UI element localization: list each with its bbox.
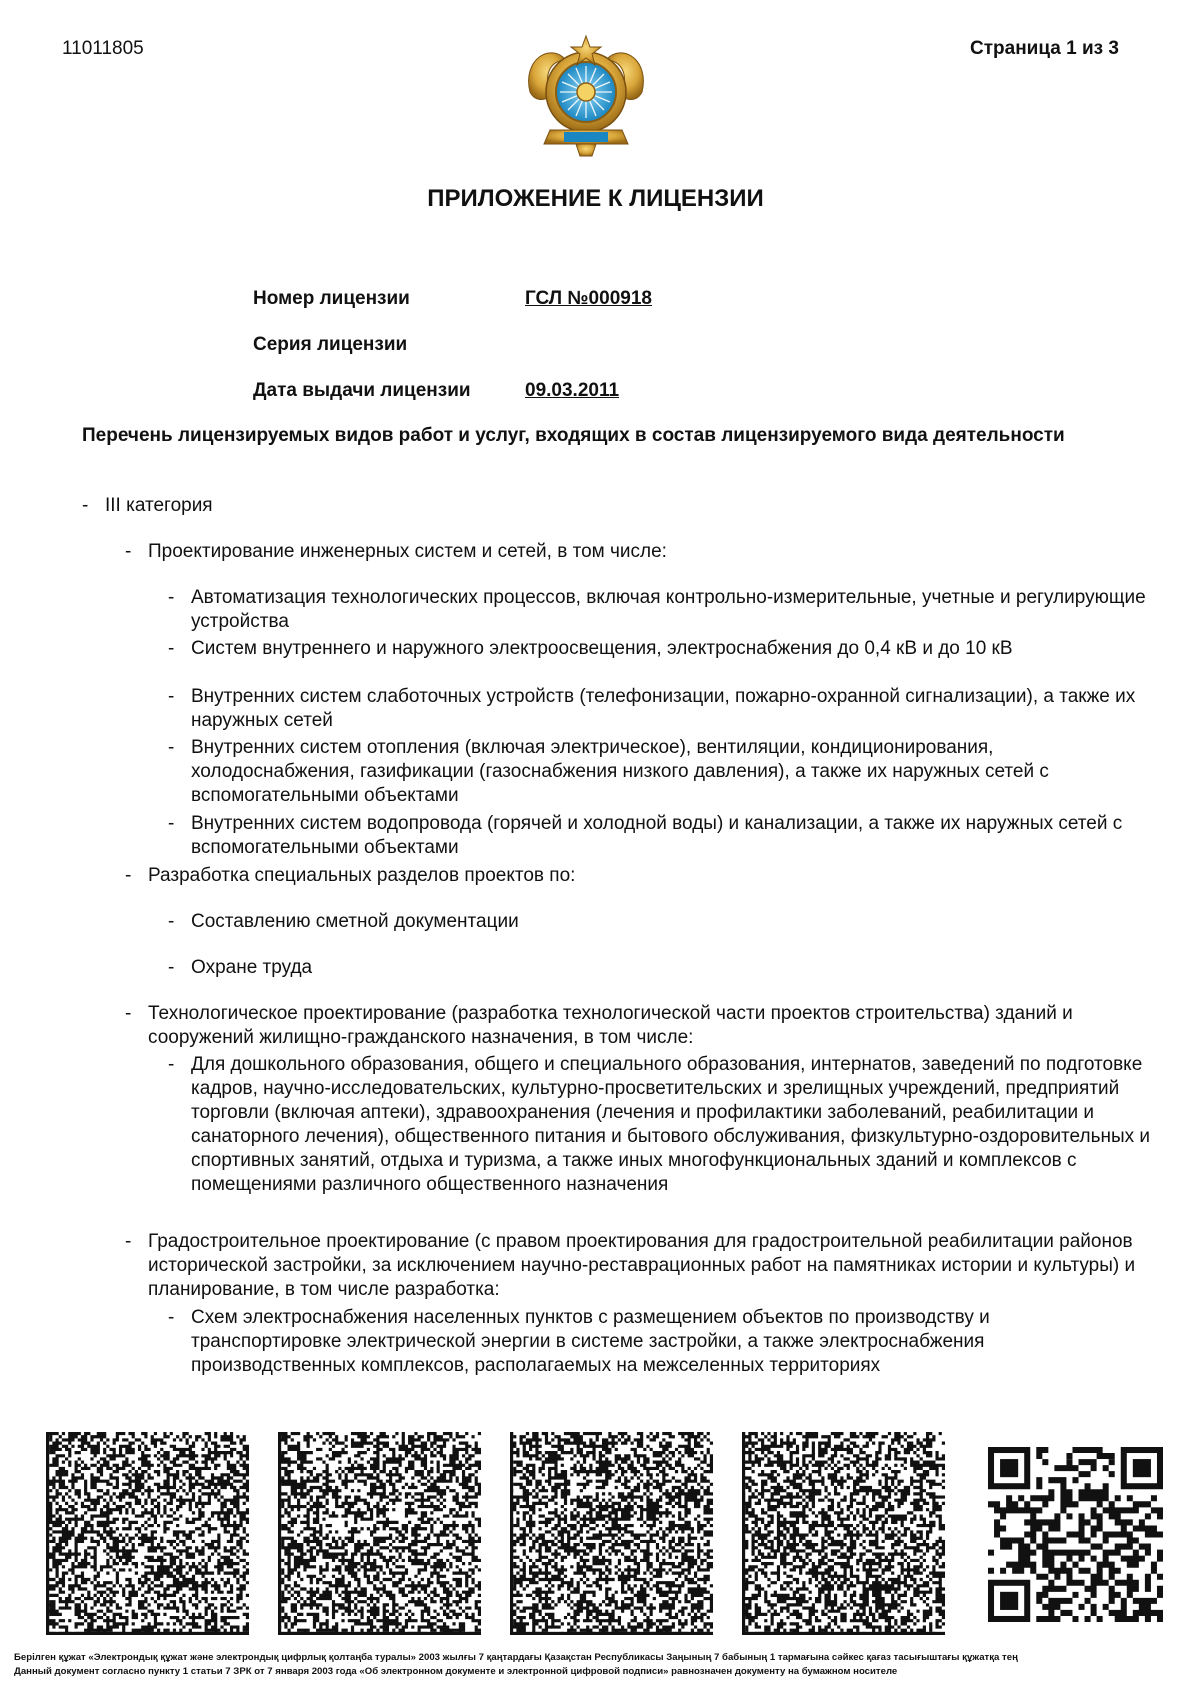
list-item-text: Проектирование инженерных систем и сетей, в том числе: [148,541,667,562]
license-series-label: Серия лицензии [253,334,408,355]
license-date-value: 09.03.2011 [525,380,620,401]
list-dash: - [168,957,175,978]
list-item-engineering-systems [125,540,1145,564]
list-item-labor-protection [168,956,1153,980]
list-dash: - [125,1003,132,1024]
list-item-low-current-systems [168,685,1153,733]
list-dash: - [168,1307,175,1328]
list-item-automation [168,586,1153,634]
list-dash: - [168,587,175,608]
license-date-label: Дата выдачи лицензии [253,380,471,401]
list-dash: - [168,911,175,932]
legal-footer-ru: Данный документ согласно пункту 1 статьи 7 ЗРК от 7 января 2003 года «Об электронном документе и электронной цифровой подписи» равнозначен документу на бумажном носителе [14,1666,898,1677]
qr-code-icon [988,1447,1163,1622]
list-item-heating-ventilation [168,736,1153,808]
list-item-estimates [168,910,1153,934]
list-item-text: Внутренних систем водопровода (горячей и холодной воды) и канализации, а также их наружных сетей с вспомогательными объектами [191,813,1123,858]
datamatrix-code-icon [278,1432,481,1635]
list-dash: - [125,1231,132,1252]
list-heading: Перечень лицензируемых видов работ и услуг, входящих в состав лицензируемого вида деятельности [82,425,1065,446]
kazakhstan-state-emblem-icon [520,30,652,160]
list-item-special-sections [125,864,1145,888]
list-dash: - [168,813,175,834]
document-number: 11011805 [62,38,144,59]
list-item-text: Разработка специальных разделов проектов по: [148,865,576,886]
list-dash: - [125,865,132,886]
list-dash: - [82,495,89,516]
list-item-text: Охране труда [191,957,313,978]
list-dash: - [168,1054,175,1075]
list-dash: - [125,541,132,562]
list-item-electric-lighting [168,637,1153,661]
datamatrix-code-icon [742,1432,945,1635]
list-item-public-buildings [168,1053,1153,1197]
list-item-text: Систем внутреннего и наружного электроосвещения, электроснабжения до 0,4 кВ и до 10 кВ [191,638,1013,659]
list-item-power-supply-schemes [168,1306,1153,1378]
list-dash: - [168,737,175,758]
list-item-text: Внутренних систем отопления (включая электрическое), вентиляции, кондиционирования, холодоснабжения, газификации (газоснабжения низкого давления), а также их наружных сетей с вспомогательными объектами [191,737,1049,806]
list-dash: - [168,638,175,659]
list-item-text: Внутренних систем слаботочных устройств (телефонизации, пожарно-охранной сигнализации), а также их наружных сетей [191,686,1136,731]
list-item-technological-design [125,1002,1145,1050]
list-item-text: Градостроительное проектирование (с правом проектирования для градостроительной реабилитации районов исторической застройки, за исключением научно-реставрационных работ на памятниках истории и культуры) и планирование, в том числе разработка: [148,1231,1136,1300]
list-item-text: Схем электроснабжения населенных пунктов с размещением объектов по производству и транспортировке электрической энергии в системе застройки, а также электроснабжения производственных комплексов, располагаемых на межселенных территориях [191,1307,990,1376]
datamatrix-code-icon [46,1432,249,1635]
page-indicator: Страница 1 из 3 [970,38,1119,59]
list-item-text: Технологическое проектирование (разработка технологической части проектов строительства) зданий и сооружений жилищно-гражданского назначения, в том числе: [148,1003,1073,1048]
list-item-water-sewage [168,812,1153,860]
list-item-category [82,494,1102,518]
datamatrix-code-icon [510,1432,713,1635]
list-item-urban-planning [125,1230,1145,1302]
legal-footer-kz: Берілген құжат «Электрондық құжат және электрондық цифрлық қолтаңба туралы» 2003 жылғы 7 қаңтардағы Қазақстан Республикасы Заңының 7 бабының 1 тармағына сәйкес қағаз тасығыштағы құжатқа тең [14,1652,1018,1663]
license-number-label: Номер лицензии [253,288,410,309]
list-item-text: Автоматизация технологических процессов, включая контрольно-измерительные, учетные и регулирующие устройства [191,587,1146,632]
license-number-value: ГСЛ №000918 [525,288,652,309]
list-item-text: Составлению сметной документации [191,911,519,932]
list-item-text: Для дошкольного образования, общего и специального образования, интернатов, заведений по подготовке кадров, научно-исследовательских, культурно-просветительских и зрелищных учреждений, предприятий торговли (включая аптеки), здравоохранения (лечения и профилактики заболеваний, реабилитации и санаторного лечения), общественного питания и бытового обслуживания, физкультурно-оздоровительных и спортивных занятий, отдыха и туризма, а также иных многофункциональных зданий и комплексов с помещениями различного общественного назначения [191,1054,1151,1195]
list-dash: - [168,686,175,707]
document-title: ПРИЛОЖЕНИЕ К ЛИЦЕНЗИИ [427,185,764,212]
list-item-text: III категория [105,495,213,516]
